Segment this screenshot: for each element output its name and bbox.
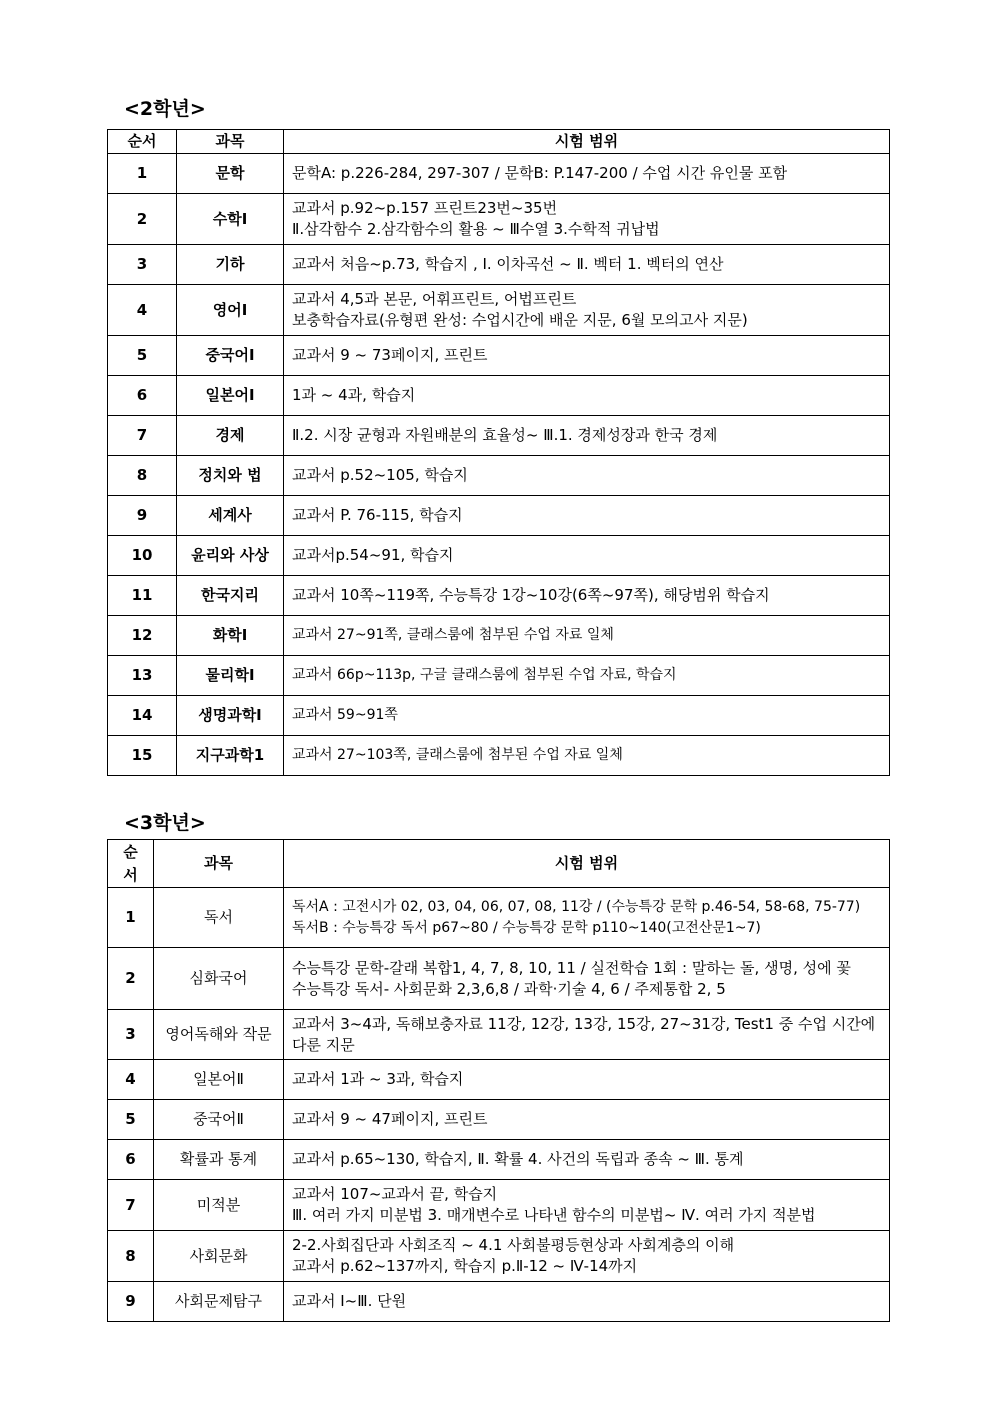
grade3-header-seq <box>108 840 154 888</box>
exam-range-line: Ⅱ.2. 시장 균형과 자원배분의 효율성~ Ⅲ.1. 경제성장과 한국 경제 <box>292 426 718 444</box>
exam-range <box>284 1282 890 1322</box>
grade2-heading: <2학년> <box>124 98 206 120</box>
exam-range-line: 1과 ~ 4과, 학습지 <box>292 386 416 404</box>
subject-name: 독서 <box>154 888 284 948</box>
subject-name: 세계사 <box>177 496 284 536</box>
subject-name: 일본어Ⅰ <box>177 376 284 416</box>
subject-name: 일본어Ⅱ <box>154 1060 284 1100</box>
exam-range-line: 독서B : 수능특강 독서 p67~80 / 수능특강 문학 p110~140(고전산문1~7) <box>292 919 761 936</box>
exam-range <box>284 1060 890 1100</box>
exam-range-line: 독서A : 고전시가 02, 03, 04, 06, 07, 08, 11강 / (수능특강 문학 p.46-54, 58-68, 75-77) <box>292 898 861 915</box>
table-row <box>108 536 890 576</box>
table-row <box>108 1010 890 1060</box>
exam-range <box>284 194 890 245</box>
grade3-header-row <box>108 840 890 888</box>
row-number: 1 <box>108 154 177 194</box>
exam-range <box>284 416 890 456</box>
table-row <box>108 1140 890 1180</box>
row-number: 7 <box>108 416 177 456</box>
table-row <box>108 1282 890 1322</box>
exam-range <box>284 616 890 656</box>
exam-range-line: 교과서p.54~91, 학습지 <box>292 546 454 564</box>
subject-name: 지구과학1 <box>177 736 284 776</box>
grade2-header-seq: 순서 <box>108 130 177 154</box>
exam-range <box>284 948 890 1010</box>
exam-range <box>284 1010 890 1060</box>
exam-range <box>284 336 890 376</box>
exam-range <box>284 456 890 496</box>
row-number: 15 <box>108 736 177 776</box>
exam-range-line: 교과서 Ⅰ~Ⅲ. 단원 <box>292 1292 407 1310</box>
subject-name: 물리학Ⅰ <box>177 656 284 696</box>
row-number: 6 <box>108 1140 154 1180</box>
exam-range-line: 수능특강 문학-갈래 복합1, 4, 7, 8, 10, 11 / 실전학습 1회 : 말하는 돌, 생명, 성에 꽃 <box>292 958 851 977</box>
exam-range <box>284 696 890 736</box>
exam-range-line: 교과서 p.62~137까지, 학습지 p.Ⅱ-12 ~ Ⅳ-14까지 <box>292 1257 638 1275</box>
exam-range-line: 문학A: p.226-284, 297-307 / 문학B: P.147-200 / 수업 시간 유인물 포함 <box>292 164 788 182</box>
exam-range <box>284 1231 890 1282</box>
exam-range-line: 다룬 지문 <box>292 1035 355 1054</box>
table-row <box>108 456 890 496</box>
row-number: 11 <box>108 576 177 616</box>
subject-name: 경제 <box>177 416 284 456</box>
subject-name: 한국지리 <box>177 576 284 616</box>
subject-name: 수학Ⅰ <box>177 194 284 245</box>
row-number: 4 <box>108 285 177 336</box>
subject-name: 영어독해와 작문 <box>154 1010 284 1060</box>
exam-range <box>284 154 890 194</box>
table-row <box>108 696 890 736</box>
row-number: 10 <box>108 536 177 576</box>
exam-range <box>284 656 890 696</box>
exam-range-line: 교과서 3~4과, 독해보충자료 11강, 12강, 13강, 15강, 27~31강, Test1 중 수업 시간에 <box>292 1014 876 1033</box>
subject-name: 정치와 법 <box>177 456 284 496</box>
table-row <box>108 576 890 616</box>
row-number: 13 <box>108 656 177 696</box>
exam-range <box>284 1140 890 1180</box>
table-row <box>108 1180 890 1231</box>
row-number: 2 <box>108 194 177 245</box>
grade3-exam-table <box>107 839 890 1322</box>
grade3-header-seq-top: 순 <box>123 842 138 861</box>
row-number: 3 <box>108 1010 154 1060</box>
table-row <box>108 496 890 536</box>
exam-range-line: 교과서 4,5과 본문, 어휘프린트, 어법프린트 <box>292 290 577 308</box>
row-number: 7 <box>108 1180 154 1231</box>
exam-range <box>284 245 890 285</box>
row-number: 1 <box>108 888 154 948</box>
exam-range-line: 교과서 9 ~ 73페이지, 프린트 <box>292 346 488 364</box>
grade2-exam-table <box>107 129 890 776</box>
exam-range-line: Ⅲ. 여러 가지 미분법 3. 매개변수로 나타낸 함수의 미분법~ Ⅳ. 여러 가지 적분법 <box>292 1206 816 1224</box>
grade3-header-subject: 과목 <box>154 840 284 888</box>
row-number: 9 <box>108 496 177 536</box>
exam-range <box>284 736 890 776</box>
row-number: 6 <box>108 376 177 416</box>
subject-name: 미적분 <box>154 1180 284 1231</box>
exam-range <box>284 1100 890 1140</box>
exam-range-line: 교과서 p.65~130, 학습지, Ⅱ. 확률 4. 사건의 독립과 종속 ~ Ⅲ. 통계 <box>292 1150 744 1168</box>
subject-name: 사회문제탐구 <box>154 1282 284 1322</box>
table-row <box>108 1060 890 1100</box>
exam-range-line: 교과서 59~91쪽 <box>292 707 398 723</box>
exam-range-line: 교과서 66p~113p, 구글 클래스룸에 첨부된 수업 자료, 학습지 <box>292 667 677 683</box>
table-row <box>108 948 890 1010</box>
row-number: 3 <box>108 245 177 285</box>
row-number: 8 <box>108 456 177 496</box>
exam-range <box>284 1180 890 1231</box>
table-row <box>108 285 890 336</box>
row-number: 2 <box>108 948 154 1010</box>
subject-name: 확률과 통계 <box>154 1140 284 1180</box>
exam-range-line: 교과서 p.52~105, 학습지 <box>292 466 468 484</box>
exam-range <box>284 536 890 576</box>
subject-name: 기하 <box>177 245 284 285</box>
table-row <box>108 736 890 776</box>
exam-range-line: 교과서 10쪽~119쪽, 수능특강 1강~10강(6쪽~97쪽), 해당범위 학습지 <box>292 586 770 604</box>
row-number: 14 <box>108 696 177 736</box>
row-number: 5 <box>108 336 177 376</box>
table-row <box>108 245 890 285</box>
table-row <box>108 656 890 696</box>
row-number: 9 <box>108 1282 154 1322</box>
table-row <box>108 376 890 416</box>
subject-name: 생명과학Ⅰ <box>177 696 284 736</box>
exam-range-line: 2-2.사회집단과 사회조직 ~ 4.1 사회불평등현상과 사회계층의 이해 <box>292 1236 735 1254</box>
exam-range-line: Ⅱ.삼각함수 2.삼각함수의 활용 ~ Ⅲ수열 3.수학적 귀납법 <box>292 220 660 238</box>
table-row <box>108 416 890 456</box>
exam-range-line: 교과서 27~103쪽, 클래스룸에 첨부된 수업 자료 일체 <box>292 747 623 763</box>
exam-range-line: 교과서 P. 76-115, 학습지 <box>292 506 463 524</box>
subject-name: 화학Ⅰ <box>177 616 284 656</box>
table-row <box>108 1100 890 1140</box>
table-row <box>108 888 890 948</box>
exam-range <box>284 496 890 536</box>
exam-range <box>284 888 890 948</box>
subject-name: 영어Ⅰ <box>177 285 284 336</box>
grade3-header-seq-bottom: 서 <box>123 865 138 884</box>
exam-range-line: 교과서 27~91쪽, 클래스룸에 첨부된 수업 자료 일체 <box>292 627 614 643</box>
row-number: 4 <box>108 1060 154 1100</box>
subject-name: 중국어Ⅰ <box>177 336 284 376</box>
exam-range-line: 교과서 p.92~p.157 프린트23번~35번 <box>292 199 558 217</box>
row-number: 8 <box>108 1231 154 1282</box>
exam-range <box>284 285 890 336</box>
table-row <box>108 1231 890 1282</box>
exam-range-line: 보충학습자료(유형편 완성: 수업시간에 배운 지문, 6월 모의고사 지문) <box>292 311 748 329</box>
table-row <box>108 194 890 245</box>
subject-name: 윤리와 사상 <box>177 536 284 576</box>
table-row <box>108 336 890 376</box>
grade2-header-row <box>108 130 890 154</box>
grade3-heading: <3학년> <box>124 812 206 834</box>
grade3-header-range: 시험 범위 <box>284 840 890 888</box>
exam-range-line: 교과서 1과 ~ 3과, 학습지 <box>292 1070 464 1088</box>
exam-range <box>284 576 890 616</box>
row-number: 5 <box>108 1100 154 1140</box>
subject-name: 문학 <box>177 154 284 194</box>
subject-name: 사회문화 <box>154 1231 284 1282</box>
exam-range-line: 교과서 9 ~ 47페이지, 프린트 <box>292 1110 488 1128</box>
exam-range <box>284 376 890 416</box>
exam-range-line: 교과서 107~교과서 끝, 학습지 <box>292 1185 498 1203</box>
subject-name: 중국어Ⅱ <box>154 1100 284 1140</box>
row-number: 12 <box>108 616 177 656</box>
grade2-header-subject: 과목 <box>177 130 284 154</box>
table-row <box>108 154 890 194</box>
table-row <box>108 616 890 656</box>
exam-range-line: 수능특강 독서- 사회문화 2,3,6,8 / 과학·기술 4, 6 / 주제통합 2, 5 <box>292 979 726 998</box>
exam-range-line: 교과서 처음~p.73, 학습지 , Ⅰ. 이차곡선 ~ Ⅱ. 벡터 1. 벡터의 연산 <box>292 255 724 273</box>
grade2-header-range: 시험 범위 <box>284 130 890 154</box>
subject-name: 심화국어 <box>154 948 284 1010</box>
